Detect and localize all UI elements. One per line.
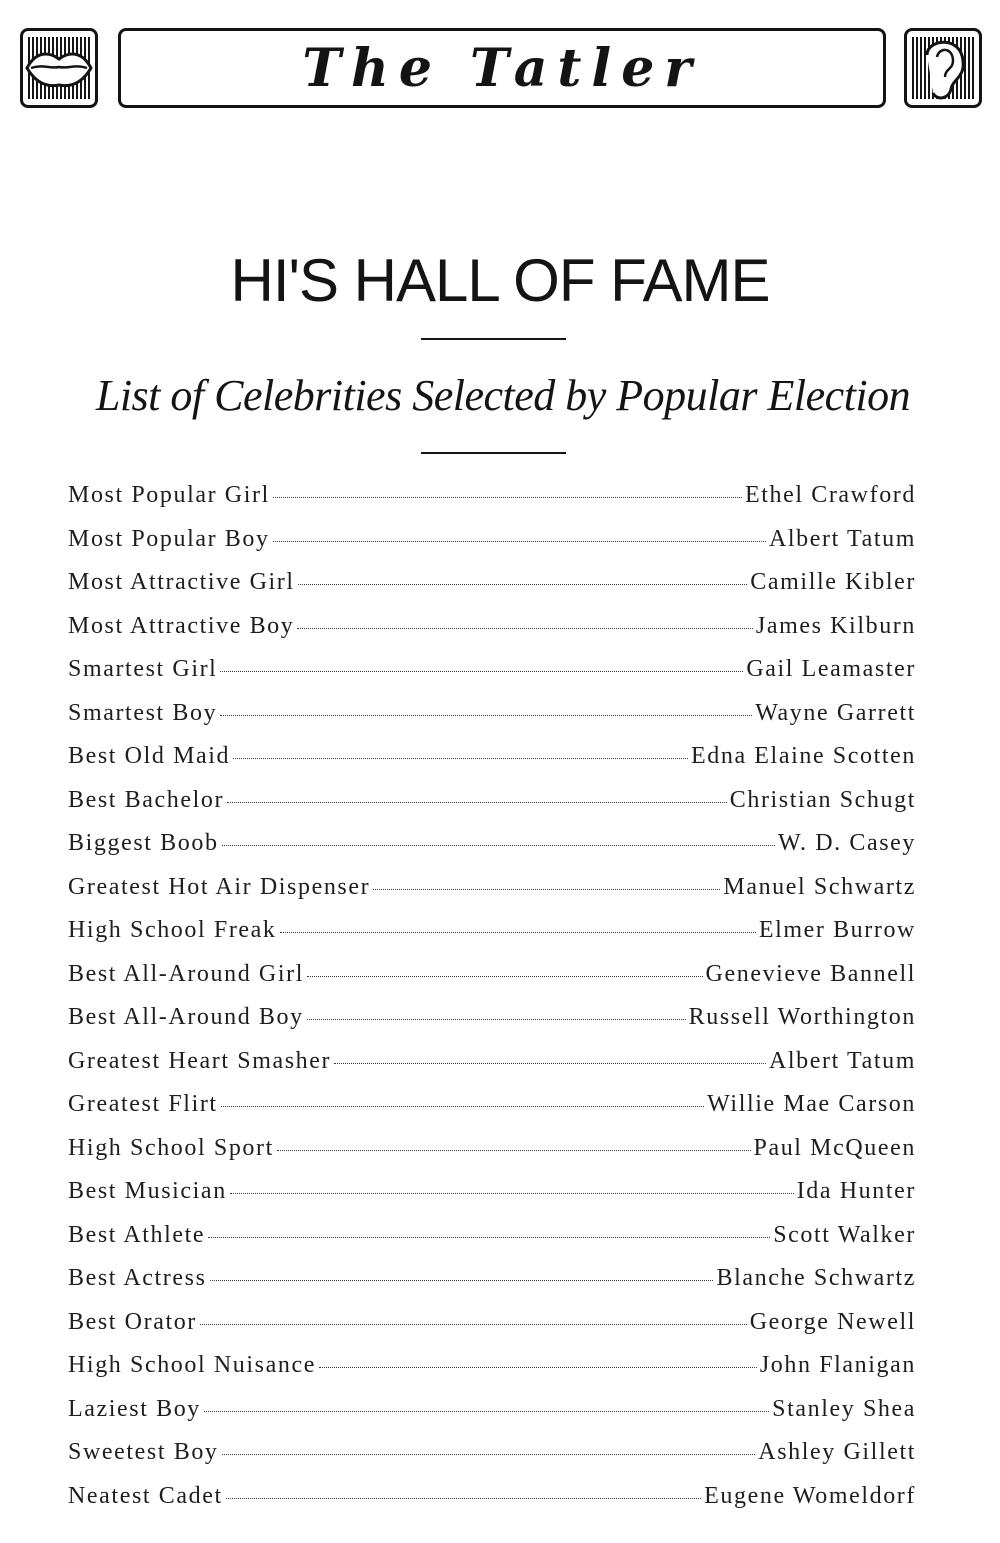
dot-leader [221,1106,704,1107]
list-item [68,526,916,570]
dot-leader [334,1063,766,1064]
dot-leader [208,1237,770,1238]
winner-name: Genevieve Bannell [705,960,916,987]
category-label: High School Nuisance [68,1352,316,1378]
list-item [68,656,916,700]
category-label: Smartest Girl [68,656,218,682]
category-label: Biggest Boob [68,830,219,856]
dot-leader [273,497,742,498]
ear-icon [904,28,982,108]
category-label: Greatest Flirt [68,1091,218,1117]
category-label: Most Popular Girl [68,482,270,508]
dot-leader [273,541,766,542]
page-title: HI'S HALL OF FAME [230,247,770,314]
list-item [68,569,916,613]
winner-name: W. D. Casey [777,830,916,856]
list-item [68,1048,916,1092]
banner-title: The Tatler [302,37,702,99]
list-item [68,961,916,1005]
winner-name: James Kilburn [755,612,916,639]
dot-leader [280,932,756,933]
category-label: High School Freak [68,917,277,943]
list-item [68,1178,916,1222]
banner [118,28,886,108]
winner-name: Elmer Burrow [758,917,916,943]
winner-name: Paul McQueen [753,1134,916,1161]
subtitle-text: List of Celebrities Selected by Popular Election [95,371,911,420]
dot-leader [319,1367,757,1368]
winner-name: Camille Kibler [750,569,916,595]
dot-leader [230,1193,794,1194]
celebrity-list [68,482,916,1526]
dot-leader [200,1324,747,1325]
dot-leader [233,758,688,759]
dot-leader [298,584,748,585]
category-label: Best Athlete [68,1221,206,1248]
winner-name: Wayne Garrett [755,699,916,726]
dot-leader [307,1019,686,1020]
list-item [68,482,916,526]
winner-name: Christian Schugt [729,786,916,813]
category-label: Best Orator [68,1308,197,1335]
winner-name: Ida Hunter [796,1178,916,1204]
list-item [68,1222,916,1266]
winner-name: John Flanigan [759,1352,916,1378]
dot-leader [220,715,752,716]
masthead [20,26,982,112]
dot-leader [222,845,775,846]
list-item [68,1135,916,1179]
winner-name: Scott Walker [773,1221,916,1248]
category-label: Best All-Around Girl [68,960,304,987]
category-label: Best Bachelor [68,786,225,813]
dot-leader [227,802,727,803]
dot-leader [220,671,743,672]
category-label: Greatest Hot Air Dispenser [68,873,371,900]
dot-leader [226,1498,701,1499]
list-item [68,613,916,657]
category-label: Laziest Boy [68,1395,201,1422]
page-subtitle [0,370,1000,421]
list-item [68,743,916,787]
dot-leader [204,1411,769,1412]
winner-name: George Newell [749,1308,916,1335]
dot-leader [277,1150,751,1151]
winner-name: Edna Elaine Scotten [690,743,916,769]
category-label: Best Old Maid [68,743,231,769]
category-label: Best Actress [68,1265,207,1291]
list-item [68,1352,916,1396]
dot-leader [373,889,720,890]
winner-name: Eugene Womeldorf [704,1482,916,1509]
list-item [68,1396,916,1440]
winner-name: Ethel Crawford [744,482,916,508]
category-label: Best All-Around Boy [68,1004,304,1030]
winner-name: Ashley Gillett [758,1439,916,1465]
list-item [68,1483,916,1527]
list-item [68,1004,916,1048]
dot-leader [307,976,703,977]
category-label: Most Attractive Boy [68,612,295,639]
divider [421,452,566,454]
list-item [68,1091,916,1135]
list-item [68,917,916,961]
list-item [68,787,916,831]
winner-name: Stanley Shea [772,1395,916,1422]
winner-name: Blanche Schwartz [716,1265,916,1291]
list-item [68,830,916,874]
dot-leader [297,628,752,629]
list-item [68,1265,916,1309]
winner-name: Gail Leamaster [746,656,916,682]
category-label: Greatest Heart Smasher [68,1047,332,1074]
category-label: Most Attractive Girl [68,569,295,595]
winner-name: Manuel Schwartz [723,873,916,900]
list-item [68,1439,916,1483]
list-item [68,700,916,744]
lips-icon [20,28,98,108]
winner-name: Albert Tatum [768,525,916,552]
dot-leader [210,1280,714,1281]
category-label: Sweetest Boy [68,1439,219,1465]
category-label: High School Sport [68,1134,274,1161]
list-item [68,1309,916,1353]
category-label: Best Musician [68,1178,227,1204]
divider [421,338,566,340]
winner-name: Russell Worthington [688,1004,916,1030]
category-label: Neatest Cadet [68,1482,223,1509]
winner-name: Willie Mae Carson [707,1091,916,1117]
category-label: Most Popular Boy [68,525,270,552]
winner-name: Albert Tatum [768,1047,916,1074]
list-item [68,874,916,918]
dot-leader [222,1454,756,1455]
category-label: Smartest Boy [68,699,218,726]
